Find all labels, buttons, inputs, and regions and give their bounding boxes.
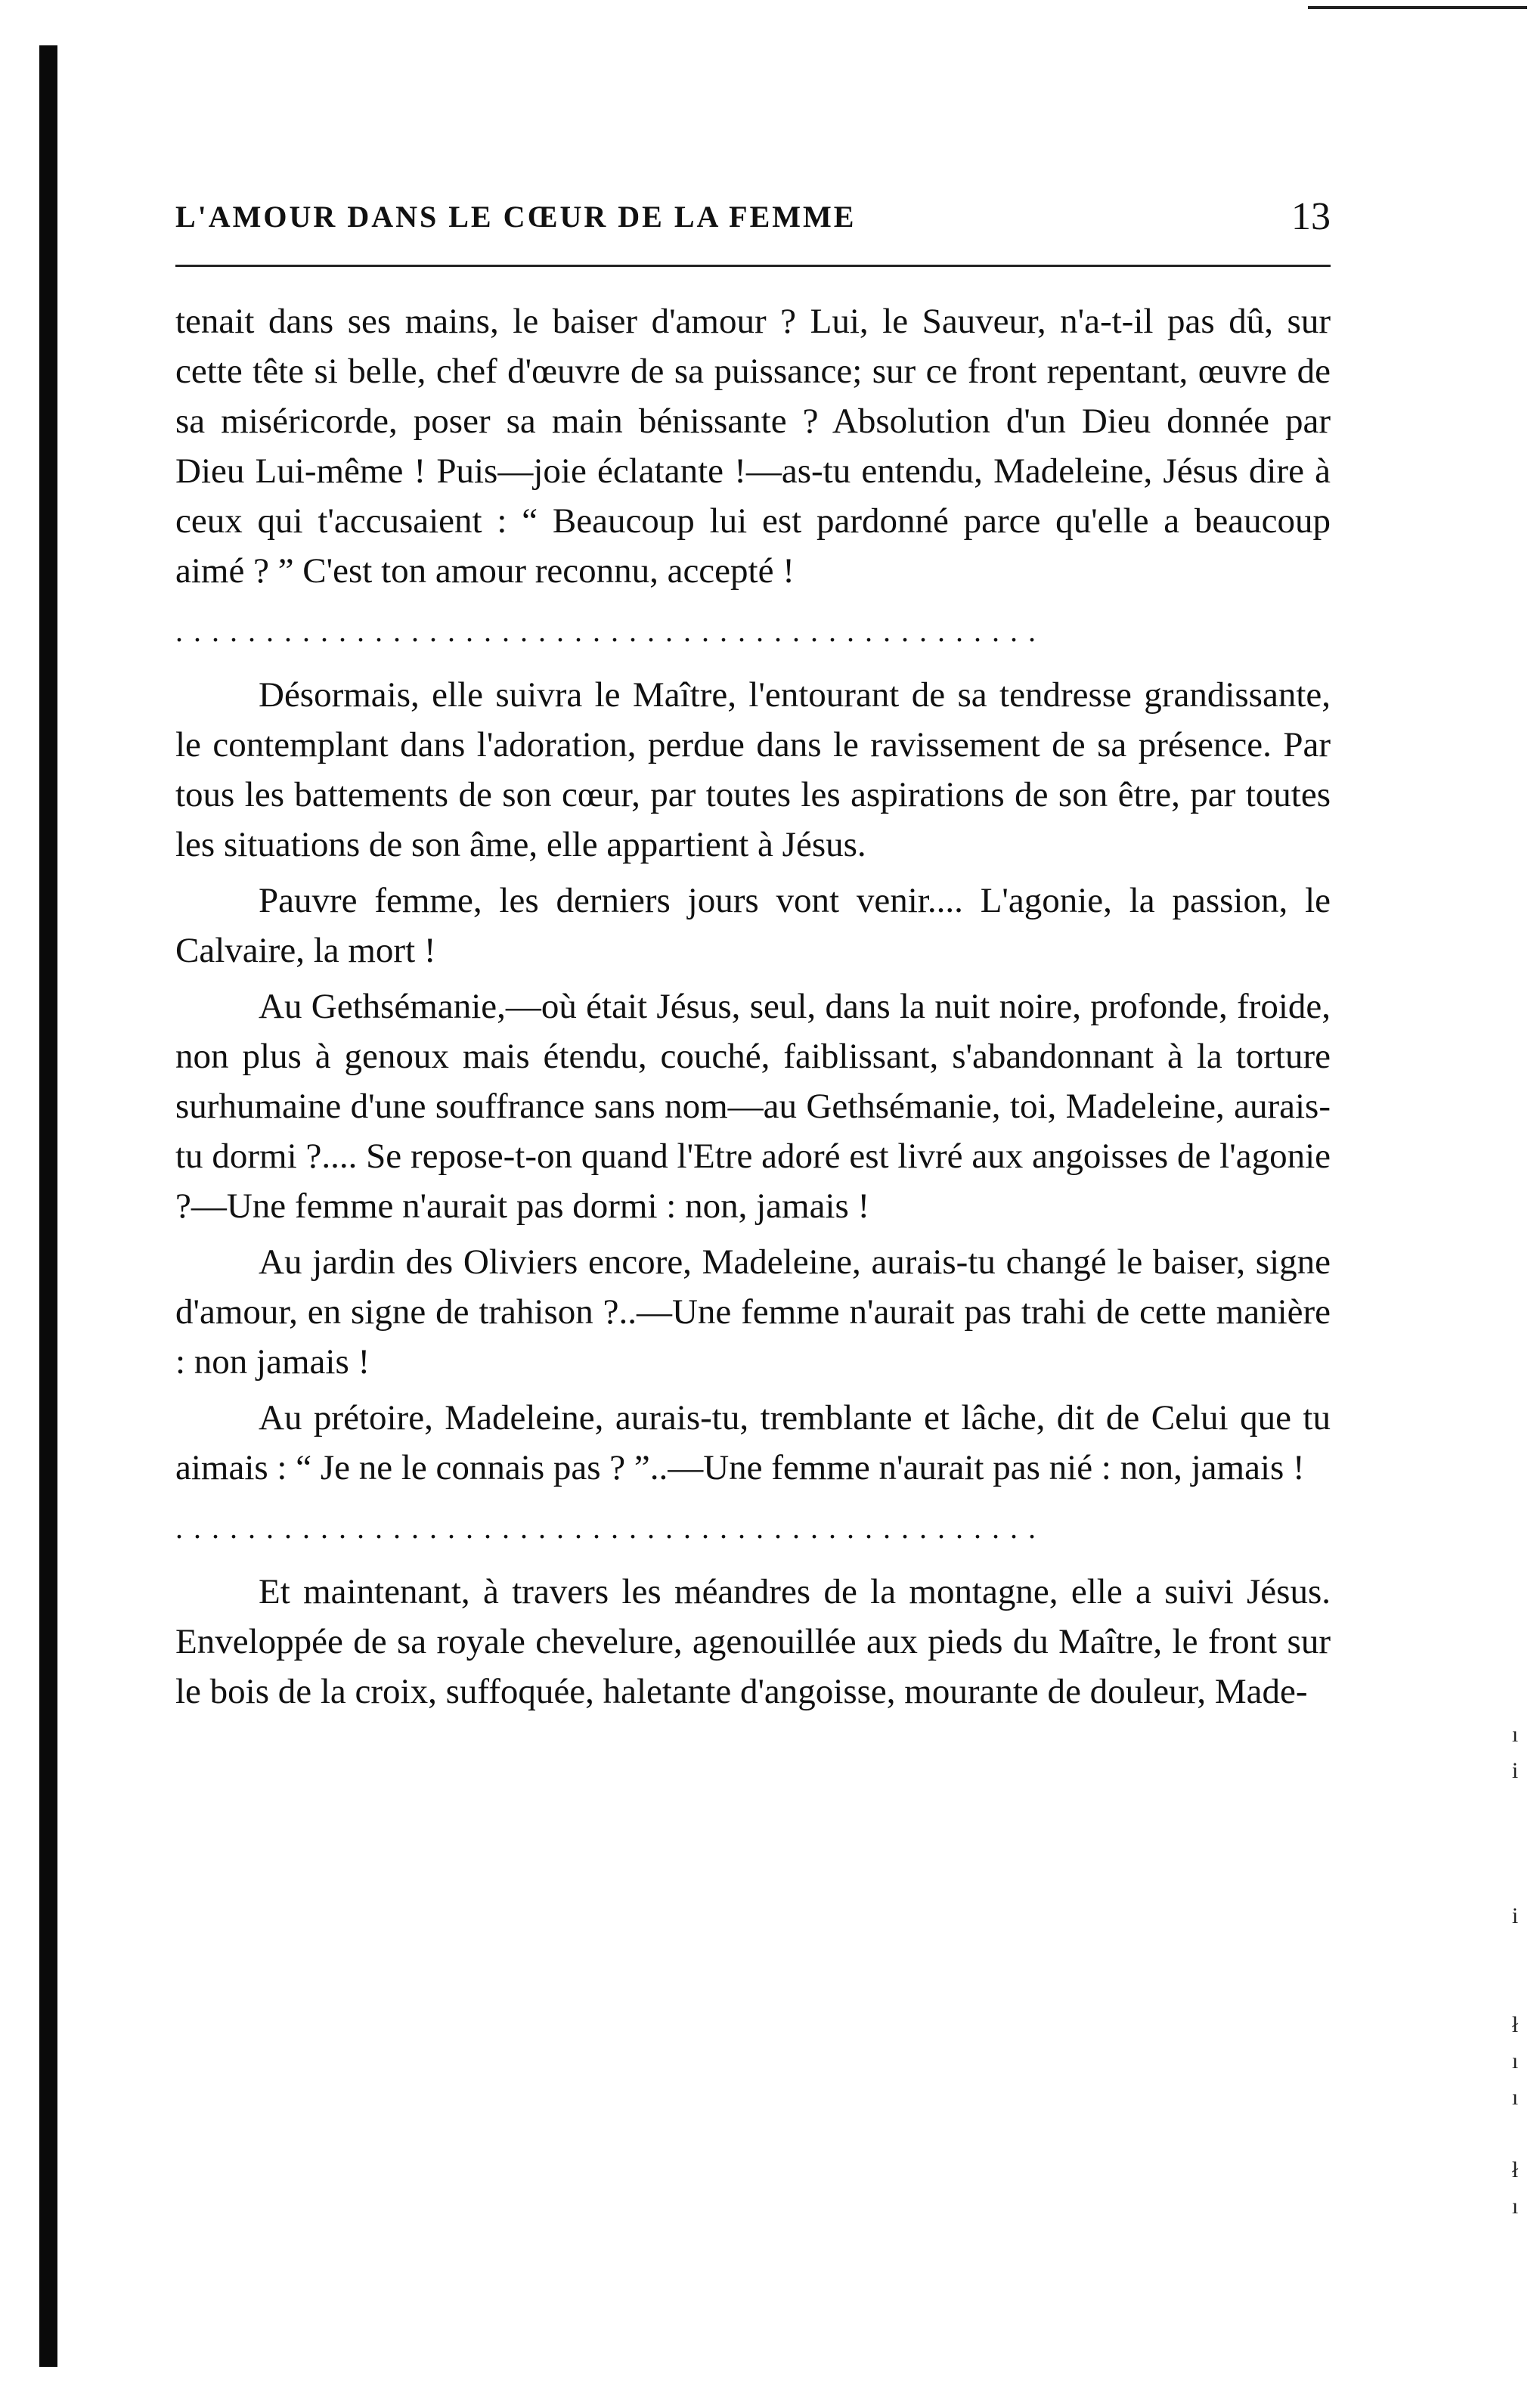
paragraph: Au prétoire, Madeleine, aurais-tu, tremblante et lâche, dit de Celui que tu aimais : “ Je ne le connais pas ? ”..—Une femme n'aurait pas nié : non, jamais ! [175,1398,1331,1487]
paragraph: Pauvre femme, les derniers jours vont venir.... L'agonie, la passion, le Calvaire, la mort ! [175,881,1331,970]
dotted-separator: ................................................ [175,1511,1046,1545]
header-rule [175,265,1331,267]
running-head: L'AMOUR DANS LE CŒUR DE LA FEMME [175,199,857,234]
margin-specks: ı i i ł ı ı ł ı [1511,1722,1519,2219]
paragraph: Et maintenant, à travers les méandres de la montagne, elle a suivi Jésus. Enveloppée de sa royale chevelure, agenouillée aux pieds du Maître, le front sur le bois de la croix, suffoquée, haletante d'angoisse, mourante de douleur, Made- [175,1572,1331,1711]
page-number: 13 [1291,194,1331,238]
paragraph: Au Gethsémanie,—où était Jésus, seul, dans la nuit noire, profonde, froide, non plus à genoux mais étendu, couché, faiblissant, s'abandonnant à la torture surhumaine d'une souffrance sans nom—au Gethsémanie, toi, Madeleine, aurais-tu dormi ?.... Se repose-t-on quand l'Etre adoré est livré aux angoisses de l'agonie ?—Une femme n'aurait pas dormi : non, jamais ! [175,987,1331,1226]
paragraph: Désormais, elle suivra le Maître, l'entourant de sa tendresse grandissante, le contemplant dans l'adoration, perdue dans le ravissement de sa présence. Par tous les battements de son cœur, par toutes les aspirations de son être, par toutes les situations de son âme, elle appartient à Jésus. [175,675,1331,864]
book-spine-shadow [39,45,57,2367]
page-header [175,194,1331,239]
paragraph-continued: tenait dans ses mains, le baiser d'amour ? Lui, le Sauveur, n'a-t-il pas dû, sur cette tête si belle, chef d'œuvre de sa puissance; sur ce front repentant, œuvre de sa miséricorde, poser sa main bénissante ? Absolution d'un Dieu donnée par Dieu Lui-même ! Puis—joie éclatante !—as-tu entendu, Madeleine, Jésus dire à ceux qui t'accusaient : “ Beaucoup lui est pardonné parce qu'elle a beaucoup aimé ? ” C'est ton amour reconnu, accepté ! [175,302,1331,591]
paragraph: Au jardin des Oliviers encore, Madeleine, aurais-tu changé le baiser, signe d'amour, en signe de trahison ?..—Une femme n'aurait pas trahi de cette manière : non jamais ! [175,1242,1331,1382]
dotted-separator: ................................................ [175,614,1046,648]
page-body [175,296,1331,1717]
top-edge-rule [1308,6,1527,9]
